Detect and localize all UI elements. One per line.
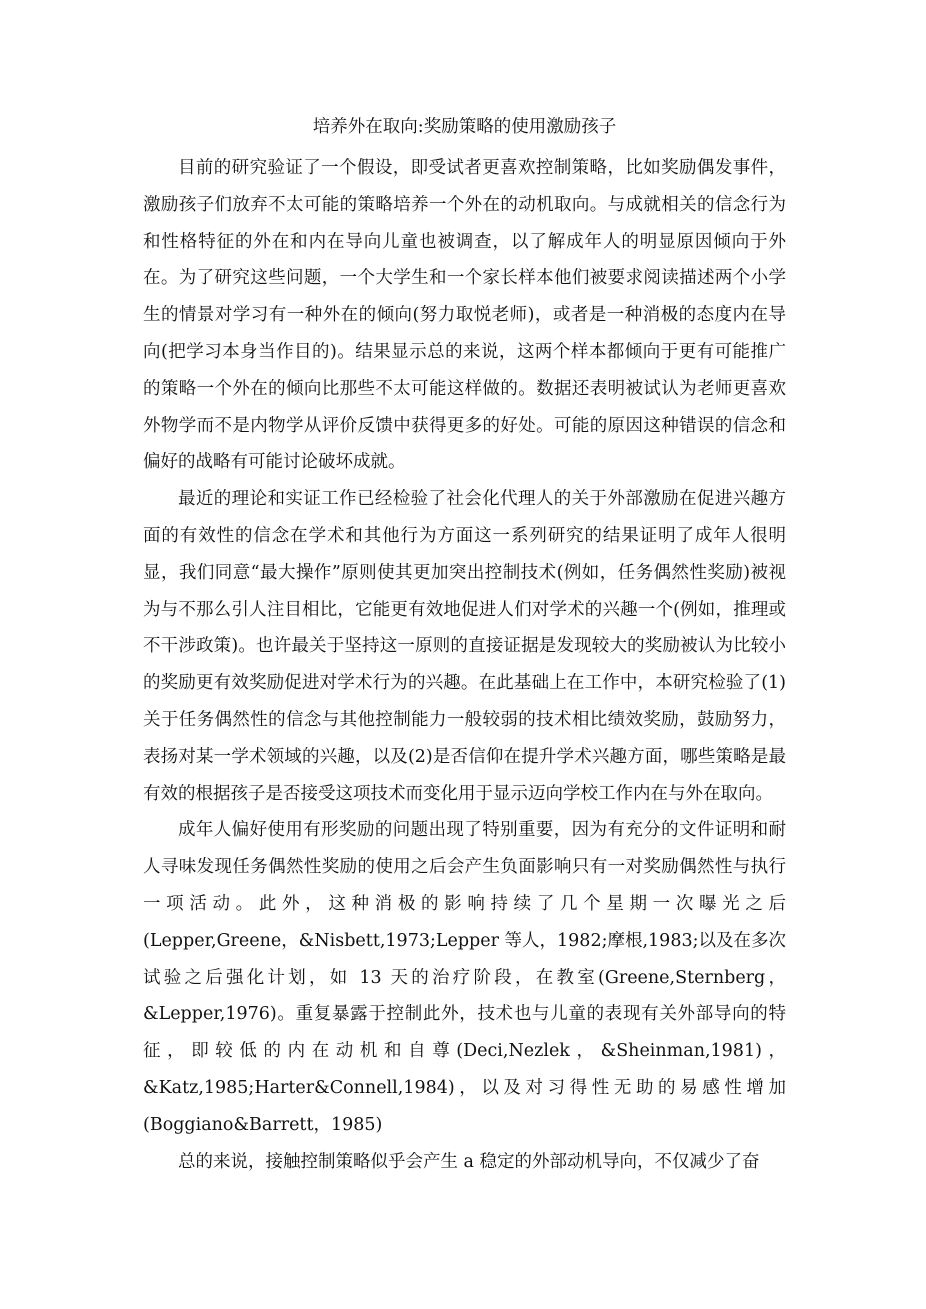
- paragraph-rewards-effects: 成年人偏好使用有形奖励的问题出现了特别重要，因为有充分的文件证明和耐人寻味发现任务偶然性奖励的使用之后会产生负面影响只有一对奖励偶然性与执行一项活动。此外，这种消极的影响持续了几个星期一次曝光之后(Lepper,Greene，&Nisbett,1973;Lepper 等人，1982;摩根,1983;以及在多次试验之后强化计划，如 13 天的治疗阶段，在教室(Greene,Sternberg，&Lepper,1976)。重复暴露于控制此外，技术也与儿童的表现有关外部导向的特征，即较低的内在动机和自尊(Deci,Nezlek，&Sheinman,1981)，&Katz,1985;Harter&Connell,1984)，以及对习得性无助的易感性增加(Boggiano&Barrett，1985): [143, 820, 786, 1135]
- document-page: [143, 112, 786, 1180]
- paragraph-abstract: 目前的研究验证了一个假设，即受试者更喜欢控制策略，比如奖励偶发事件，激励孩子们放弃不太可能的策略培养一个外在的动机取向。与成就相关的信念行为和性格特征的外在和内在导向儿童也被调查，以了解成年人的明显原因倾向于外在。为了研究这些问题，一个大学生和一个家长样本他们被要求阅读描述两个小学生的情景对学习有一种外在的倾向(努力取悦老师)，或者是一种消极的态度内在导向(把学习本身当作目的)。结果显示总的来说，这两个样本都倾向于更有可能推广的策略一个外在的倾向比那些不太可能这样做的。数据还表明被试认为老师更喜欢外物学而不是内物学从评价反馈中获得更多的好处。可能的原因这种错误的信念和偏好的战略有可能讨论破坏成就。: [143, 158, 786, 473]
- document-title: 培养外在取向:奖励策略的使用激励孩子: [312, 117, 617, 137]
- paragraph-theory: 最近的理论和实证工作已经检验了社会化代理人的关于外部激励在促进兴趣方面的有效性的信念在学术和其他行为方面这一系列研究的结果证明了成年人很明显，我们同意“最大操作”原则使其更加突出控制技术(例如，任务偶然性奖励)被视为与不那么引人注目相比，它能更有效地促进人们对学术的兴趣一个(例如，推理或不干涉政策)。也许最关于坚持这一原则的直接证据是发现较大的奖励被认为比较小的奖励更有效奖励促进对学术行为的兴趣。在此基础上在工作中，本研究检验了(1)关于任务偶然性的信念与其他控制能力一般较弱的技术相比绩效奖励，鼓励努力，表扬对某一学术领域的兴趣，以及(2)是否信仰在提升学术兴趣方面，哪些策略是最有效的根据孩子是否接受这项技术而变化用于显示迈向学校工作内在与外在取向。: [143, 489, 786, 804]
- paragraph-summary: 总的来说，接触控制策略似乎会产生 a 稳定的外部动机导向，不仅减少了奋: [178, 1151, 760, 1172]
